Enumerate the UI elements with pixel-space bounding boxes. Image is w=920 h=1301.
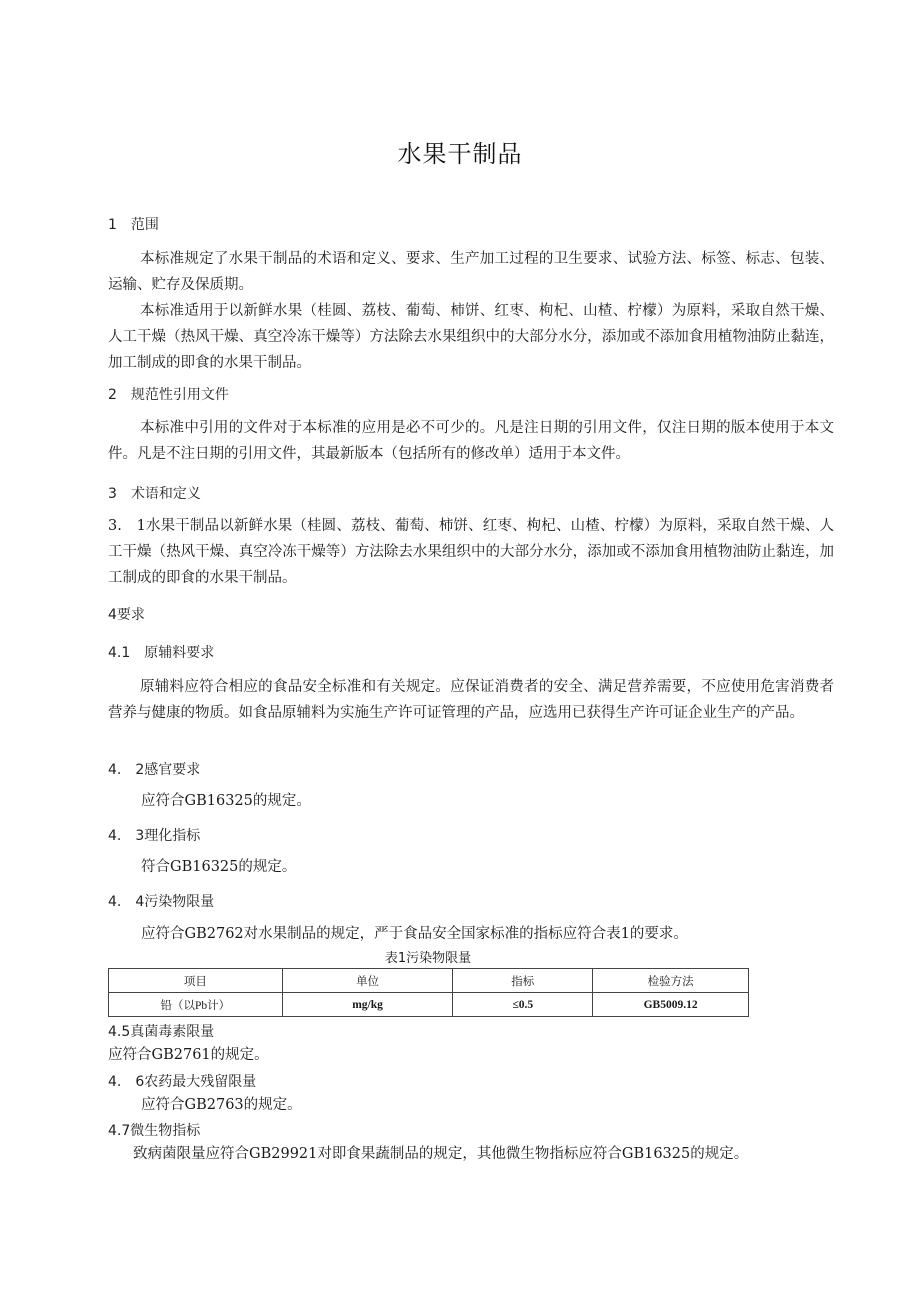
section-1-body (108, 246, 834, 376)
section-4-3-heading: 4. 3理化指标 (108, 828, 201, 844)
section-3-heading: 3 术语和定义 (108, 486, 201, 502)
table-row (109, 993, 749, 1017)
section-4-1-body (108, 674, 834, 726)
section-1-paragraph-1: 本标准规定了水果干制品的术语和定义、要求、生产加工过程的卫生要求、试验方法、标签、标志、包装、运输、贮存及保质期。 (108, 251, 834, 293)
table-caption: 表1污染物限量 (384, 951, 472, 966)
section-2-heading: 2 规范性引用文件 (108, 387, 229, 403)
section-4-7-heading: 4.7微生物指标 (108, 1123, 201, 1139)
section-4-4-text: 应符合GB2762对水果制品的规定，严于食品安全国家标准的指标应符合表1的要求。 (141, 926, 688, 942)
table-cell-item: 铅（以Pb计） (109, 993, 283, 1017)
table-header-cell: 单位 (282, 969, 453, 993)
table-header-cell: 指标 (453, 969, 593, 993)
section-4-2-text: 应符合GB16325的规定。 (141, 793, 311, 809)
table-cell-limit: ≤0.5 (453, 993, 593, 1017)
section-2-paragraph-1: 本标准中引用的文件对于本标准的应用是必不可少的。凡是注日期的引用文件，仅注日期的版本使用于本文件。凡是不注日期的引用文件，其最新版本（包括所有的修改单）适用于本文件。 (108, 420, 834, 462)
section-1-heading: 1 范围 (108, 217, 159, 233)
table-header-cell: 检验方法 (593, 969, 749, 993)
table-header-cell: 项目 (109, 969, 283, 993)
section-3-body (108, 513, 834, 591)
section-4-2-heading: 4. 2感官要求 (108, 762, 201, 778)
section-3-1-definition: 3. 1水果干制品以新鲜水果（桂圆、荔枝、葡萄、柿饼、红枣、枸杞、山楂、柠檬）为原料，采取自然干燥、人工干燥（热风干燥、真空冷冻干燥等）方法除去水果组织中的大部分水分，添加或不添加食用植物油防止黏连，加工制成的即食的水果干制品。 (108, 518, 834, 586)
section-4-6-heading: 4. 6农药最大残留限量 (108, 1074, 257, 1090)
section-1-paragraph-2: 本标准适用于以新鲜水果（桂圆、荔枝、葡萄、柿饼、红枣、枸杞、山楂、柠檬）为原料，采取自然干燥、人工干燥（热风干燥、真空冷冻干燥等）方法除去水果组织中的大部分水分，添加或不添加食用植物油防止黏连，加工制成的即食的水果干制品。 (108, 303, 834, 371)
section-4-1-paragraph: 原辅料应符合相应的食品安全标准和有关规定。应保证消费者的安全、满足营养需要，不应使用危害消费者营养与健康的物质。如食品原辅料为实施生产许可证管理的产品，应选用已获得生产许可证企业生产的产品。 (108, 679, 834, 721)
section-4-4-heading: 4. 4污染物限量 (108, 894, 215, 910)
section-4-5-heading: 4.5真菌毒素限量 (108, 1024, 215, 1040)
section-4-5-text: 应符合GB2761的规定。 (108, 1047, 269, 1063)
table-cell-method: GB5009.12 (593, 993, 749, 1017)
section-4-3-text: 符合GB16325的规定。 (141, 859, 297, 875)
table-cell-unit: mg/kg (282, 993, 453, 1017)
section-4-heading: 4要求 (108, 607, 145, 623)
section-2-body (108, 415, 834, 467)
table-header-row (109, 969, 749, 993)
section-4-6-text: 应符合GB2763的规定。 (141, 1097, 302, 1113)
section-4-1-heading: 4.1 原辅料要求 (108, 645, 215, 661)
section-4-7-text: 致病菌限量应符合GB29921对即食果蔬制品的规定，其他微生物指标应符合GB16325的规定。 (133, 1146, 749, 1162)
page-title: 水果干制品 (397, 140, 523, 168)
contaminant-limit-table (108, 968, 749, 1017)
